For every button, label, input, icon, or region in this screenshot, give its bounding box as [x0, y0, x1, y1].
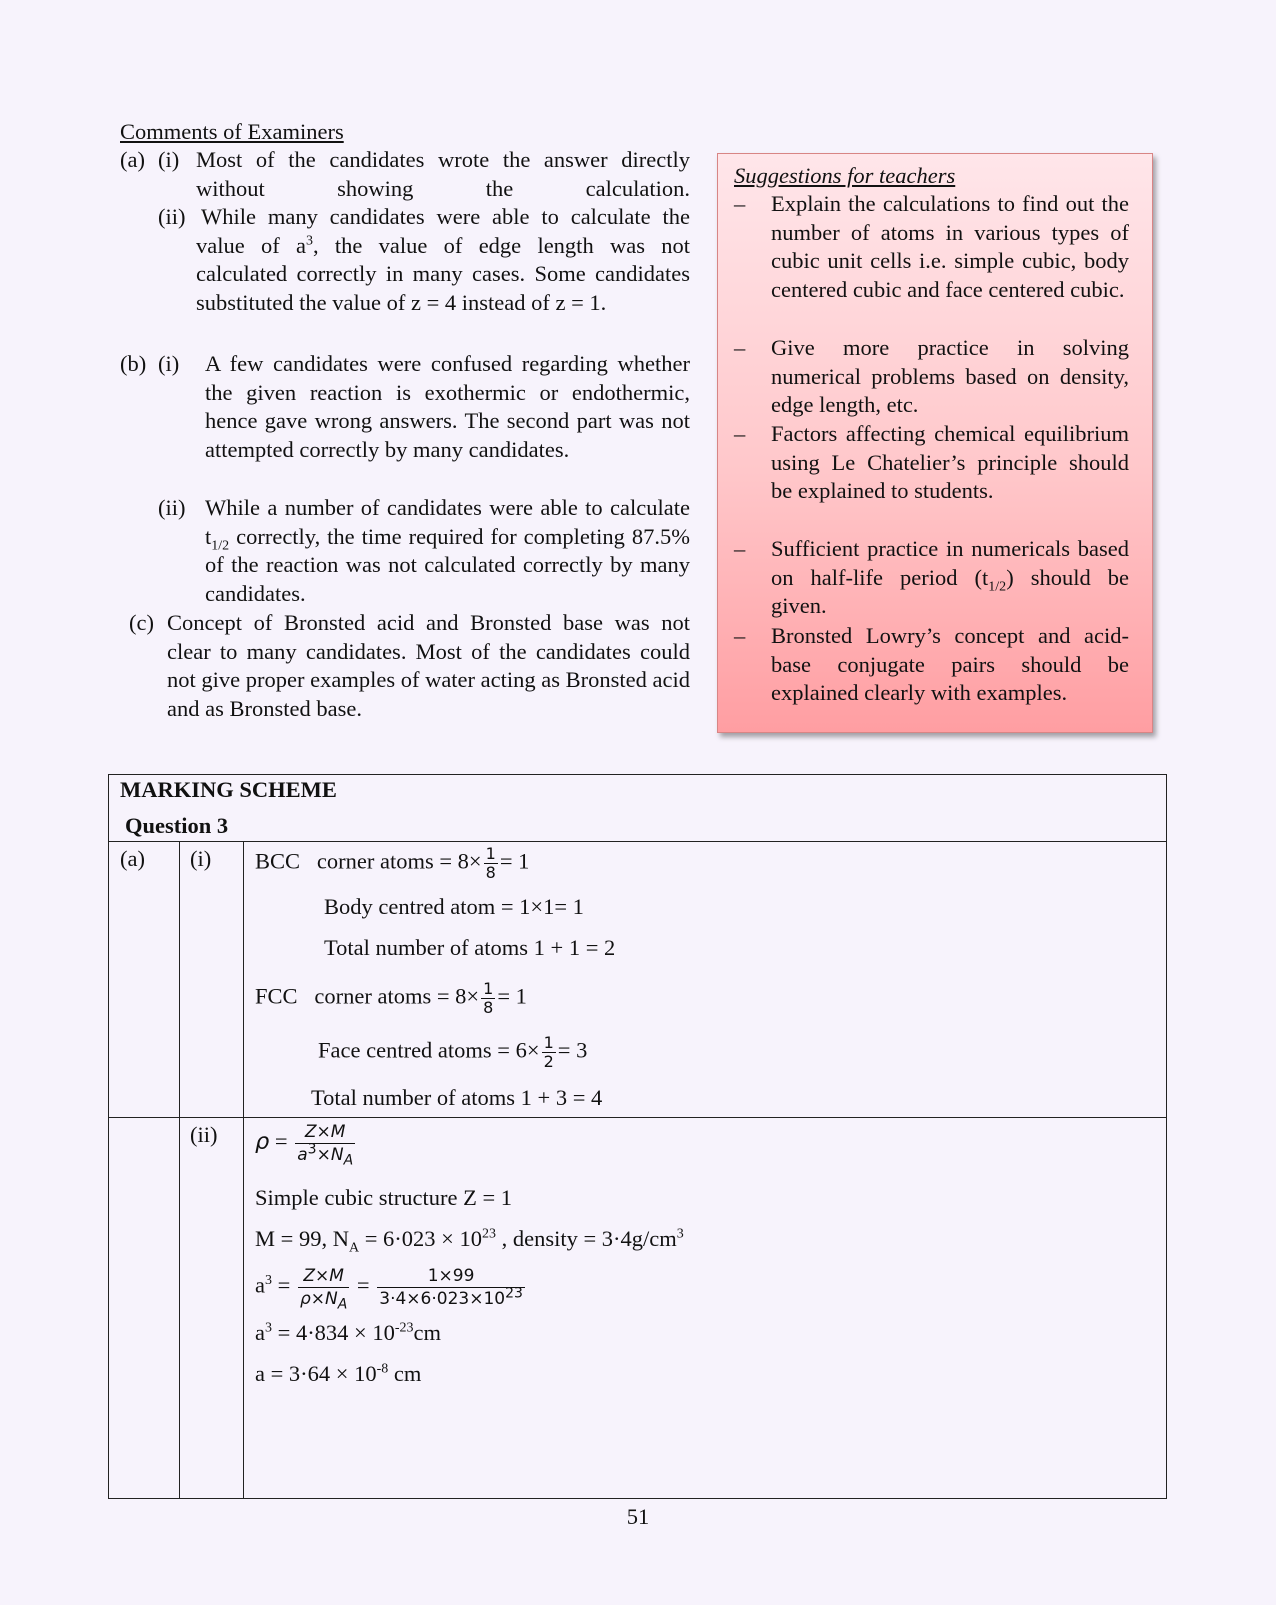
label-a-i: (i) [158, 147, 180, 172]
suggestion-item-1: Explain the calculations to find out the number of atoms in various types of cubic unit cells i.e. simple cubic, body centered cubic and face centered cubic. [771, 191, 1129, 302]
density-formula: ρ = $\frac{Z\times M}{a^3\times N_A}$ [255, 1122, 354, 1169]
bullet-dash: – [734, 623, 746, 648]
fraction: $\frac{Z\times M}{\rho\times N_A}$ [299, 1266, 348, 1313]
label-a: (a) [120, 147, 145, 172]
comments-heading: Comments of Examiners [120, 119, 344, 144]
suggestions-title: Suggestions for teachers [734, 163, 956, 188]
fcc-corner-line: FCC corner atoms = 8× $\frac{1}{8}$ = 1 [255, 979, 527, 1017]
fraction: $\frac{1}{8}$ [483, 979, 494, 1017]
question-title: Question 3 [125, 813, 229, 838]
a-cubed-formula: $a^3$ = $\frac{Z\times M}{\rho\times N_A}$ = $\frac{1\times 99}{3\cdot 4\times 6\cdot 023\times 10^{23}}$ [255, 1266, 523, 1313]
suggestion-item-4: Sufficient practice in numericals based on half-life period $(t_{1/2})$ should be given. [771, 536, 1129, 619]
table-divider [109, 841, 1166, 842]
suggestion-item-5: Bronsted Lowry’s concept and acid-base conjugate pairs should be explained clearly with examples. [771, 623, 1129, 706]
bullet-dash: – [734, 335, 746, 360]
label-b: (b) [120, 351, 147, 376]
label-b-i: (i) [158, 351, 180, 376]
given-values-line: M = 99, $N_A = 6\cdot 023 \times 10^{23}$ , density = $3\cdot 4g/cm^3$ [255, 1226, 684, 1256]
comment-b-i: A few candidates were confused regarding whether the given reaction is exothermic or endothermic, hence gave wrong answers. The second part was not attempted correctly by many candidates. [205, 351, 690, 462]
page-number: 51 [626, 1504, 650, 1529]
comment-c: Concept of Bronsted acid and Bronsted base was not clear to many candidates. Most of the candidates could not give proper examples of water acting as Bronsted acid and as Bronsted base. [167, 610, 690, 721]
subpart-label-ii: (ii) [190, 1122, 218, 1147]
bullet-dash: – [734, 536, 746, 561]
table-divider [243, 841, 244, 1498]
simple-cubic-line: Simple cubic structure Z = 1 [255, 1185, 513, 1210]
fraction: $\frac{1\times 99}{3\cdot 4\times 6\cdot 023\times 10^{23}}$ [379, 1266, 523, 1309]
fraction: $\frac{Z\times M}{a^3\times N_A}$ [297, 1122, 354, 1169]
marking-scheme-title: MARKING SCHEME [120, 777, 337, 802]
bcc-total-line: Total number of atoms 1 + 1 = 2 [324, 935, 616, 960]
fcc-face-line: Face centred atoms = 6× $\frac{1}{2}$ = 3 [318, 1033, 588, 1071]
subpart-label-i: (i) [190, 846, 212, 871]
suggestion-item-3: Factors affecting chemical equilibrium using Le Chatelier’s principle should be explained to students. [771, 421, 1129, 504]
bullet-dash: – [734, 421, 746, 446]
comment-a-ii: While many candidates were able to calculate the value of $a^3$, the value of edge length was not calculated correctly in many cases. Some candidates substituted the value of z = 4 instead of z = 1. [196, 204, 690, 315]
table-divider [109, 1117, 1166, 1118]
fraction: $\frac{1}{8}$ [485, 844, 496, 882]
label-a-ii: (ii) [158, 204, 186, 229]
comment-b-ii: While a number of candidates were able to calculate $t_{1/2}$ correctly, the time required for completing 87.5% of the reaction was not calculated correctly by many candidates. [205, 495, 690, 606]
bcc-corner-line: BCC corner atoms = 8× $\frac{1}{8}$ = 1 [255, 844, 530, 882]
fraction: $\frac{1}{2}$ [543, 1033, 554, 1071]
table-divider [179, 841, 180, 1498]
bullet-dash: – [734, 191, 746, 216]
edge-length-result: $a = 3\cdot 64 \times 10^{-8}$ cm [255, 1361, 422, 1386]
part-label-a: (a) [120, 846, 145, 871]
label-b-ii: (ii) [158, 495, 186, 520]
comment-a-i: Most of the candidates wrote the answer directly without showing the calculation. [196, 147, 690, 201]
suggestions-box [717, 153, 1153, 733]
fcc-total-line: Total number of atoms 1 + 3 = 4 [311, 1085, 603, 1110]
marking-scheme-table [108, 774, 1167, 1499]
a-cubed-result: $a^3 = 4\cdot 834 \times 10^{-23}cm$ [255, 1320, 442, 1345]
bcc-body-line: Body centred atom = 1×1= 1 [324, 894, 584, 919]
suggestion-item-2: Give more practice in solving numerical problems based on density, edge length, etc. [771, 335, 1129, 418]
label-c: (c) [129, 610, 154, 635]
